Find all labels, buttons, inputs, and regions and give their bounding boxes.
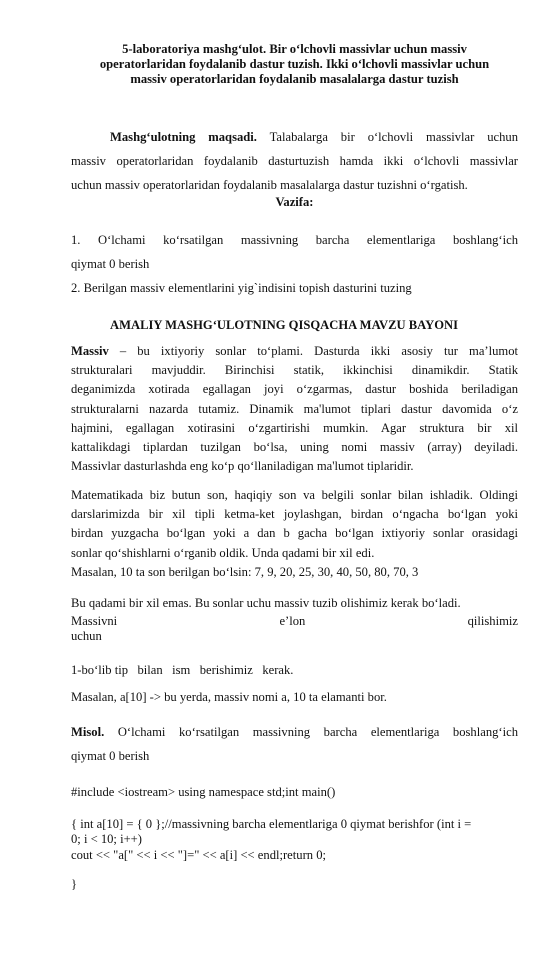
- task-item-2: 2. Berilgan massiv elementlarini yig`indisini topish dasturini tuzing: [71, 281, 412, 295]
- massiv-line-5: hajmini, egallagan xotirasini o‘zgartirishi mumkin. Agar struktura bir xil: [71, 420, 518, 435]
- declare-word-4: uchun: [71, 629, 102, 643]
- goal-line-1-text: Talabalarga bir o‘lchovli massivlar uchun: [256, 130, 518, 144]
- goal-line-2: massiv operatorlaridan foydalanib dasturtuzish hamda ikki o‘lchovli massivlar: [71, 154, 518, 168]
- code-line-1: #include <iostream> using namespace std;int main(): [71, 785, 336, 799]
- example-numbers-line: Masalan, 10 ta son berilgan bo‘lsin: 7, 9, 20, 25, 30, 40, 50, 80, 70, 3: [71, 564, 419, 579]
- task-heading: Vazifa:: [275, 195, 314, 209]
- code-line-2a: { int a[10] = { 0 };//massivning barcha elementlariga 0 qiymat berishfor (int i =: [71, 817, 472, 831]
- code-line-3: cout << "a[" << i << "]=" << a[i] << endl;return 0;: [71, 848, 327, 862]
- goal-paragraph: [71, 125, 518, 197]
- massiv-line-4: strukturalarni nazarda tutamiz. Dinamik ma'lumot tiplari dastur davomida o‘z: [71, 401, 518, 416]
- title-line-2: operatorlaridan foydalanib dastur tuzish. Ikki o‘lchovli massivlar uchun: [99, 57, 490, 71]
- example-label: Misol.: [71, 725, 105, 739]
- example-line-1: [71, 720, 518, 744]
- math-line-3: birdan yuzgacha bo‘lgan yoki a dan b gacha bo‘lgan ixtiyoriy sonlar orasidagi: [71, 526, 518, 541]
- example-paragraph: [71, 720, 518, 768]
- declare-line: [71, 614, 518, 629]
- massiv-line-6: kattalikdagi tiplardan tuzilgan bo‘lsa, uning nomi massiv (array) deyiladi.: [71, 440, 518, 455]
- massiv-line-2: strukturalari mavjuddir. Birinchisi statik, ikkinchisi dinamikdir. Statik: [71, 363, 518, 378]
- math-line-4: sonlar qo‘shishlarni o‘rganib oldik. Unda qadami bir xil edi.: [71, 545, 375, 560]
- document-title: [71, 42, 518, 87]
- example-line-1-text: O‘lchami ko‘rsatilgan massivning barcha elementlariga boshlang‘ich: [104, 725, 518, 739]
- title-line-1: 5-laboratoriya mashg‘ulot. Bir o‘lchovli massivlar uchun massiv: [122, 42, 467, 56]
- declare-word-2: e’lon: [279, 614, 306, 628]
- goal-line-1: [71, 125, 518, 149]
- declare-word-3: qilishimiz: [467, 614, 518, 628]
- math-line-1: Matematikada biz butun son, haqiqiy son va belgili sonlar bilan ishladik. Oldingi: [71, 488, 518, 502]
- massiv-line-7: Massivlar dasturlashda eng ko‘p qo‘llaniladigan ma'lumot tiplaridir.: [71, 459, 414, 474]
- theory-heading: AMALIY MASHG‘ULOTNING QISQACHA MAVZU BAYONI: [110, 318, 458, 332]
- step-note: Bu qadami bir xil emas. Bu sonlar uchu massiv tuzib olishimiz kerak bo‘ladi.: [71, 596, 461, 610]
- math-paragraph: [71, 486, 518, 582]
- task-item-1-line-1: 1. O‘lchami ko‘rsatilgan massivning barcha elementlariga boshlang‘ich: [71, 233, 518, 247]
- math-line-2: darslarimizda bir xil tipli ketma-ket joylashgan, birdan o‘ngacha bo‘lgan yoki: [71, 507, 518, 522]
- code-line-2: [71, 817, 518, 847]
- massiv-label: Massiv: [71, 344, 109, 358]
- type-name-line: 1-bo‘lib tip bilan ism berishimiz kerak.: [71, 663, 294, 677]
- title-line-3: massiv operatorlaridan foydalanib masalalarga dastur tuzish: [130, 72, 459, 86]
- declare-word-1: Massivni: [71, 614, 118, 628]
- code-line-2b: 0; i < 10; i++): [71, 832, 142, 846]
- massiv-line-1: [71, 342, 518, 361]
- massiv-paragraph: [71, 342, 518, 476]
- massiv-line-3: deganimizda xotirada egallagan joyi o‘zgarmas, dastur boshida beriladigan: [71, 382, 518, 397]
- task-list: [71, 228, 518, 300]
- example-line-2: qiymat 0 berish: [71, 749, 150, 763]
- task-item-1-line-2: qiymat 0 berish: [71, 257, 150, 271]
- code-line-4: }: [71, 877, 78, 891]
- goal-label: Mashg‘ulotning maqsadi.: [110, 130, 257, 144]
- array-example-line: Masalan, a[10] -> bu yerda, massiv nomi a, 10 ta elamanti bor.: [71, 690, 387, 704]
- goal-line-3: uchun massiv operatorlaridan foydalanib masalalarga dastur tuzishni o‘rgatish.: [71, 178, 468, 192]
- massiv-line-1-text: – bu ixtiyoriy sonlar to‘plami. Dasturda ikki asosiy tur ma’lumot: [108, 344, 518, 358]
